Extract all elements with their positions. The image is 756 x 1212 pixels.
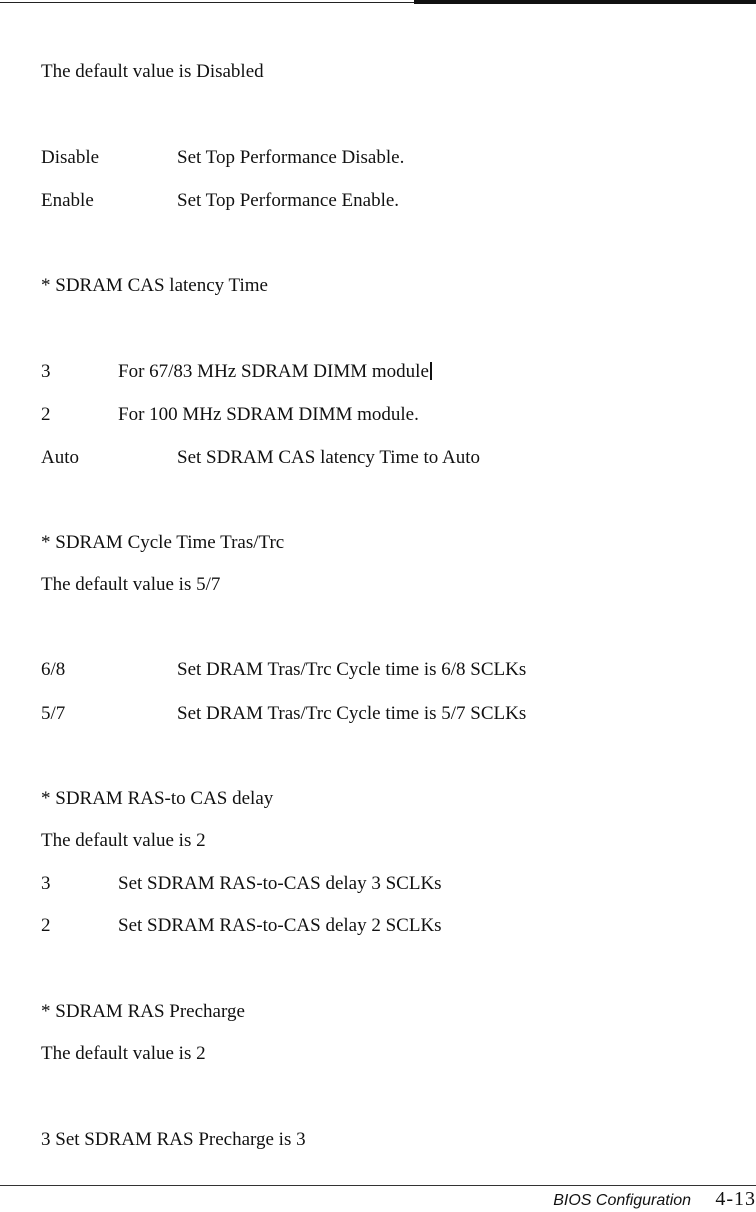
option-description: Set SDRAM CAS latency Time to Auto bbox=[177, 447, 480, 468]
option-key: 3 bbox=[41, 873, 51, 894]
default-value-text: The default value is 5/7 bbox=[41, 574, 221, 595]
option-description: Set DRAM Tras/Trc Cycle time is 6/8 SCLKs bbox=[177, 659, 527, 680]
option-key: 5/7 bbox=[41, 703, 66, 724]
option-description: Set DRAM Tras/Trc Cycle time is 5/7 SCLKs bbox=[177, 703, 527, 724]
option-key: 3 bbox=[41, 361, 51, 382]
header-rule-thick bbox=[414, 0, 756, 4]
footer-rule bbox=[0, 1185, 756, 1186]
header-rule-thin bbox=[0, 2, 414, 3]
option-key: Auto bbox=[41, 447, 79, 468]
option-description: Set SDRAM RAS-to-CAS delay 2 SCLKs bbox=[118, 915, 442, 936]
option-description bbox=[118, 360, 432, 384]
option-key: Enable bbox=[41, 190, 94, 211]
option-key: Disable bbox=[41, 147, 100, 168]
option-description: Set Top Performance Disable. bbox=[177, 147, 405, 168]
option-key: 6/8 bbox=[41, 659, 66, 680]
option-description: Set Top Performance Enable. bbox=[177, 190, 400, 211]
page-footer bbox=[553, 1188, 756, 1212]
option-description: Set SDRAM RAS-to-CAS delay 3 SCLKs bbox=[118, 873, 442, 894]
option-key: 2 bbox=[41, 404, 51, 425]
text-cursor-icon bbox=[430, 362, 432, 380]
footer-section-title: BIOS Configuration bbox=[553, 1192, 692, 1209]
option-text: 3 Set SDRAM RAS Precharge is 3 bbox=[41, 1129, 306, 1150]
option-description-text: For 67/83 MHz SDRAM DIMM module bbox=[118, 361, 429, 382]
section-heading: * SDRAM RAS-to CAS delay bbox=[41, 788, 274, 809]
section-heading: * SDRAM Cycle Time Tras/Trc bbox=[41, 532, 285, 553]
default-value-text: The default value is Disabled bbox=[41, 61, 264, 82]
page-number: 4-13 bbox=[715, 1188, 756, 1210]
option-key: 2 bbox=[41, 915, 51, 936]
option-description: For 100 MHz SDRAM DIMM module. bbox=[118, 404, 419, 425]
default-value-text: The default value is 2 bbox=[41, 1043, 206, 1064]
section-heading: * SDRAM RAS Precharge bbox=[41, 1001, 245, 1022]
default-value-text: The default value is 2 bbox=[41, 830, 206, 851]
section-heading: * SDRAM CAS latency Time bbox=[41, 275, 268, 296]
